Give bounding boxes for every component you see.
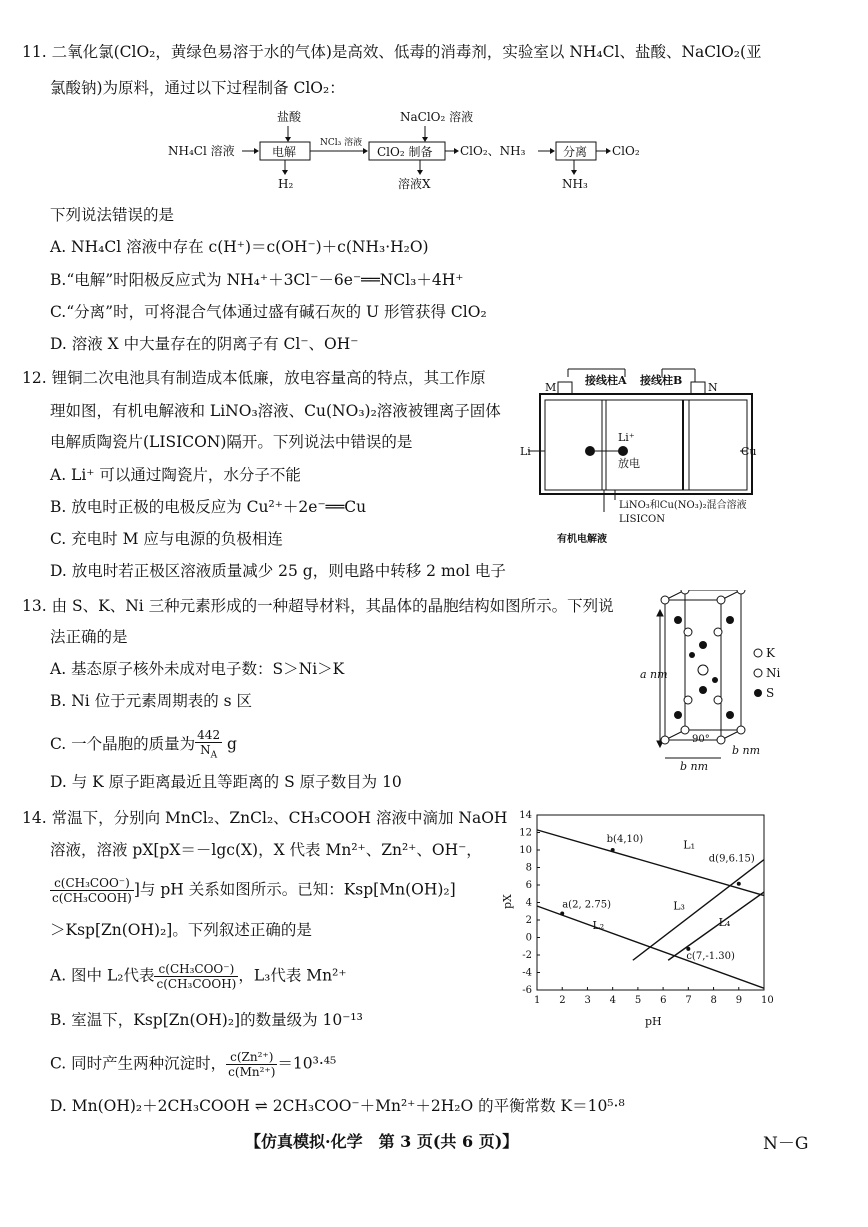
x-tick-label: 5: [634, 995, 642, 1006]
flow-naclo2: NaClO₂ 溶液: [400, 110, 474, 124]
x-tick-label: 8: [710, 995, 717, 1006]
q14-a-pre: A. 图中 L₂代表: [50, 966, 155, 985]
x-tick-label: 3: [584, 995, 591, 1006]
q13-line2: 法正确的是: [50, 628, 128, 646]
q12-option-b: B. 放电时正极的电极反应为 Cu²⁺＋2e⁻══Cu: [50, 498, 367, 516]
series-label: L₄: [718, 916, 731, 930]
series-label: L₃: [673, 899, 685, 913]
legend-k: K: [766, 646, 775, 660]
footer-code: N－G: [763, 1134, 809, 1154]
q13-c-pre: C. 一个晶胞的质量为: [50, 735, 196, 754]
annotation-label: a(2, 2.75): [562, 899, 611, 911]
annotation-label: b(4,10): [606, 834, 644, 845]
q14-c-post: ＝10³·⁴⁵: [277, 1054, 337, 1073]
x-tick-label: 1: [534, 995, 541, 1006]
x-tick-label: 10: [761, 995, 774, 1006]
q14-a-post: ，L₃代表 Mn²⁺: [238, 966, 347, 985]
flow-separate: 分离: [563, 145, 588, 159]
q11-line2: 氯酸钠)为原料，通过以下过程制备 ClO₂：: [50, 79, 345, 97]
flow-clo2: ClO₂: [612, 144, 640, 158]
y-tick-label: 4: [525, 897, 532, 909]
q11-flowchart: [160, 104, 660, 194]
acetate-fraction: [50, 876, 134, 905]
label-n: N: [708, 381, 718, 394]
legend-ni: Ni: [766, 666, 781, 680]
a-den: c(CH₃COOH): [156, 977, 237, 991]
flow-nh4cl: NH₄Cl 溶液: [168, 144, 235, 158]
annotation-label: d(9,6.15): [708, 853, 755, 865]
annotation-point: [737, 882, 741, 886]
label-b-nm-2: b nm: [732, 744, 761, 757]
q11-option-b: B.“电解”时阳极反应式为 NH₄⁺＋3Cl⁻－6e⁻══NCl₃＋4H⁺: [50, 271, 464, 289]
y-tick-label: 14: [519, 810, 532, 821]
label-m: M: [545, 381, 557, 394]
flow-hcl: 盐酸: [277, 110, 302, 124]
q13-line1: 13. 由 S、K、Ni 三种元素形成的一种超导材料，其晶体的晶胞结构如图所示。下列说: [22, 597, 614, 615]
q14-line4: ＞Ksp[Zn(OH)₂]。下列叙述正确的是: [50, 921, 312, 939]
y-tick-label: 8: [525, 862, 532, 874]
q14-line1: 14. 常温下，分别向 MnCl₂、ZnCl₂、CH₃COOH 溶液中滴加 NaOH: [22, 809, 508, 827]
flow-h2: H₂: [278, 177, 294, 191]
q12-line1: 12. 锂铜二次电池具有制造成本低廉，放电容量高的特点，其工作原: [22, 369, 486, 387]
annotation-label: c(7,-1.30): [686, 950, 735, 962]
q14-line2: 溶液，溶液 pX[pX＝－lgc(X)，X 代表 Mn²⁺、Zn²⁺、OH⁻，: [50, 841, 482, 859]
mass-denominator: [195, 743, 222, 762]
mass-numerator: 442: [197, 728, 221, 742]
series-label: L₂: [592, 918, 605, 932]
x-axis-label: pH: [645, 1015, 662, 1028]
label-solution: LiNO₃和Cu(NO₃)₂混合溶液: [619, 500, 747, 511]
crystal-cell-diagram: [640, 590, 790, 775]
y-axis-label: pX: [501, 894, 514, 909]
q14-option-a: [50, 962, 347, 991]
q11-line1: 11. 二氧化氯(ClO₂，黄绿色易溶于水的气体)是高效、低毒的消毒剂，实验室以 NH₄Cl、盐酸、NaClO₂(亚: [22, 43, 762, 61]
terminal-b: 接线柱B: [640, 374, 683, 387]
q14-line3-post: ]与 pH 关系如图所示。已知：Ksp[Mn(OH)₂]: [133, 880, 456, 899]
terminal-a: 接线柱A: [585, 374, 627, 387]
q11-option-c: C.“分离”时，可将混合气体通过盛有碱石灰的 U 形管获得 ClO₂: [50, 303, 487, 321]
x-tick-label: 7: [685, 995, 692, 1006]
label-discharge: 放电: [618, 457, 640, 470]
flow-ncl3: NCl₃ 溶液: [320, 138, 363, 148]
y-tick-label: -4: [522, 967, 532, 979]
y-tick-label: -6: [522, 985, 532, 996]
a-num: c(CH₃COO⁻): [154, 962, 238, 977]
q11-option-d: D. 溶液 X 中大量存在的阴离子有 Cl⁻、OH⁻: [50, 335, 359, 353]
flow-gases: ClO₂、NH₃: [460, 144, 526, 158]
y-tick-label: -2: [522, 950, 532, 961]
flow-nh3: NH₃: [562, 177, 588, 191]
flow-electrolysis: 电解: [272, 145, 297, 159]
y-tick-label: 0: [525, 932, 532, 944]
q13-option-b: B. Ni 位于元素周期表的 s 区: [50, 692, 253, 710]
y-tick-label: 2: [525, 915, 532, 926]
y-tick-label: 6: [525, 880, 532, 891]
q13-c-post: g: [227, 735, 237, 754]
c-fraction: [226, 1050, 277, 1079]
q12-line2: 理如图，有机电解液和 LiNO₃溶液、Cu(NO₃)₂溶液被锂离子固体: [50, 402, 501, 420]
q11-stem: 下列说法错误的是: [50, 206, 175, 224]
q14-line3: [50, 876, 456, 905]
label-cu: Cu: [741, 445, 757, 458]
series-label: L₁: [683, 838, 696, 852]
flow-solx: 溶液X: [398, 177, 431, 191]
q14-option-d: D. Mn(OH)₂＋2CH₃COOH ⇌ 2CH₃COO⁻＋Mn²⁺＋2H₂O 的平衡常数 K＝10⁵·⁸: [50, 1097, 625, 1115]
q13-option-c: [50, 728, 237, 762]
q13-option-a: A. 基态原子核外未成对电子数：S＞Ni＞K: [50, 660, 345, 678]
x-tick-label: 6: [660, 995, 667, 1006]
q12-option-d: D. 放电时若正极区溶液质量减少 25 g，则电路中转移 2 mol 电子: [50, 562, 506, 580]
q14-c-pre: C. 同时产生两种沉淀时，: [50, 1054, 227, 1073]
c-den: c(Mn²⁺): [228, 1065, 276, 1079]
mass-fraction: [195, 728, 222, 762]
mass-den-sub: A: [210, 750, 218, 761]
a-fraction: [154, 962, 238, 991]
q12-option-c: C. 充电时 M 应与电源的负极相连: [50, 530, 283, 548]
x-tick-label: 9: [735, 995, 743, 1006]
c-num: c(Zn²⁺): [226, 1050, 277, 1065]
label-angle: 90°: [692, 734, 710, 745]
acetate-den: c(CH₃COOH): [52, 891, 132, 905]
q12-option-a: A. Li⁺ 可以通过陶瓷片，水分子不能: [50, 466, 301, 484]
q14-option-b: B. 室温下，Ksp[Zn(OH)₂]的数量级为 10⁻¹³: [50, 1011, 363, 1029]
mass-den-n: N: [200, 743, 211, 757]
ph-chart: [495, 805, 785, 1030]
battery-diagram: [515, 362, 775, 547]
q13-option-d: D. 与 K 原子距离最近且等距离的 S 原子数目为 10: [50, 773, 402, 791]
annotation-point: [560, 911, 564, 915]
label-lisicon: LISICON: [619, 514, 665, 525]
series-line: [633, 860, 764, 961]
y-tick-label: 10: [519, 845, 532, 856]
x-tick-label: 2: [559, 995, 566, 1006]
label-li: Li: [520, 445, 531, 458]
label-a-nm: a nm: [640, 668, 668, 681]
label-b-nm: b nm: [680, 760, 709, 773]
annotation-point: [611, 848, 615, 852]
label-liion: Li⁺: [618, 431, 635, 444]
q14-option-c: [50, 1050, 336, 1079]
acetate-num: c(CH₃COO⁻): [50, 876, 134, 891]
y-tick-label: 12: [519, 827, 532, 839]
legend-s: S: [766, 686, 775, 700]
label-organic: 有机电解液: [557, 534, 607, 545]
x-tick-label: 4: [609, 995, 617, 1006]
flow-prep: ClO₂ 制备: [377, 145, 433, 159]
q12-line3: 电解质陶瓷片(LISICON)隔开。下列说法中错误的是: [50, 433, 413, 451]
q11-option-a: A. NH₄Cl 溶液中存在 c(H⁺)＝c(OH⁻)＋c(NH₃·H₂O): [50, 238, 429, 256]
footer-title: 【仿真模拟·化学 第 3 页(共 6 页)】: [245, 1132, 519, 1151]
